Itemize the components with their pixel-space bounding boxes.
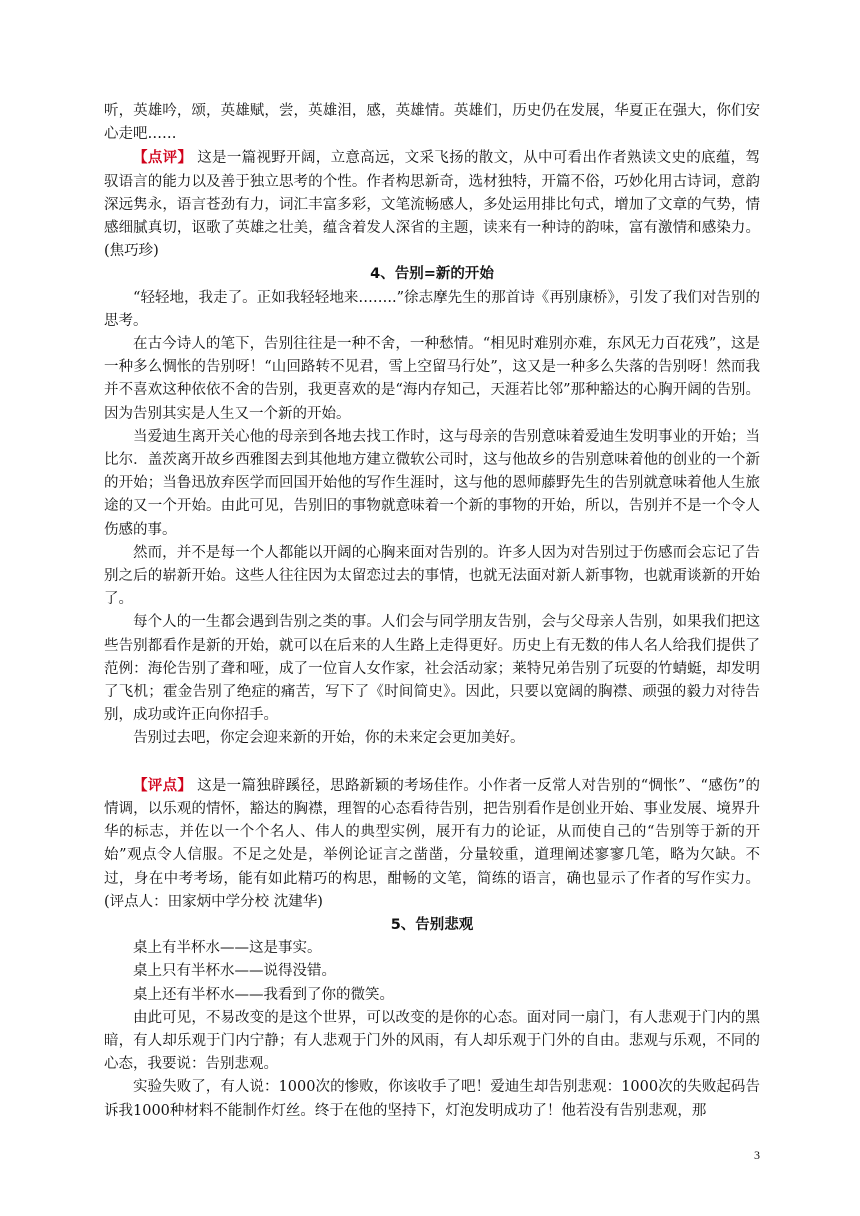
essay5-paragraph: 桌上还有半杯水——我看到了你的微笑。 <box>133 986 394 1003</box>
comment-paragraph-1 <box>104 146 760 263</box>
comment-tag: 【评点】 <box>133 776 193 794</box>
essay-title-5: 5、告别悲观 <box>390 916 474 933</box>
essay4-paragraph: 然而，并不是每一个人都能以开阔的心胸来面对告别的。许多人因为对告别过于伤感而会忘记了告别之后的崭新开始。这些人往往因为太留恋过去的事情，也就无法面对新人新事物，也就甭谈新的开始了。 <box>104 544 760 608</box>
essay4-paragraph: 当爱迪生离开关心他的母亲到各地去找工作时，这与母亲的告别意味着爱迪生发明事业的开始；当比尔．盖茨离开故乡西雅图去到其他地方建立微软公司时，这与他故乡的告别意味着他的创业的一个新的开始；当鲁迅放弃医学而回国开始他的写作生涯时，这与他的恩师藤野先生的告别就意味着他人生旅途的又一个开始。由此可见，告别旧的事物就意味着一个新的事物的开始，所以，告别并不是一个令人伤感的事。 <box>104 428 760 538</box>
page-content <box>104 100 760 1123</box>
page-number: 3 <box>754 1148 760 1162</box>
comment-text: 这是一篇视野开阔，立意高远，文采飞扬的散文，从中可看出作者熟读文史的底蕴，驾驭语言的能力以及善于独立思考的个性。作者构思新奇，选材独特，开篇不俗，巧妙化用古诗词，意韵深远隽永，语言苍劲有力，词汇丰富多彩，文笔流畅感人，多处运用排比句式，增加了文章的气势，情感细腻真切，讴歌了英雄之壮美，蕴含着发人深省的主题，读来有一种诗的韵味，富有激情和感染力。 (焦巧珍) <box>104 150 761 260</box>
essay4-paragraph: “轻轻地，我走了。正如我轻轻地来……..”徐志摩先生的那首诗《再别康桥》，引发了我们对告别的思考。 <box>104 289 760 329</box>
essay4-paragraph: 在古今诗人的笔下，告别往往是一种不舍，一种愁情。“相见时难别亦难，东风无力百花残”，这是一种多么惆怅的告别呀！“山回路转不见君，雪上空留马行处”，这又是一种多么失落的告别呀！然而我并不喜欢这种依依不舍的告别，我更喜欢的是“海内存知己，天涯若比邻”那种豁达的心胸开阔的告别。因为告别其实是人生又一个新的开始。 <box>104 336 760 422</box>
top-paragraph: 听，英雄吟，颂，英雄赋，尝，英雄泪，感，英雄情。英雄们，历史仍在发展，华夏正在强大，你们安心走吧…… <box>104 103 760 143</box>
essay4-paragraph: 每个人的一生都会遇到告别之类的事。人们会与同学朋友告别，会与父母亲人告别，如果我们把这些告别都看作是新的开始，就可以在后来的人生路上走得更好。历史上有无数的伟人名人给我们提供了范例：海伦告别了聋和哑，成了一位盲人女作家，社会活动家；莱特兄弟告别了玩耍的竹蜻蜓，却发明了飞机；霍金告别了绝症的痛苦，写下了《时间简史》。因此，只要以宽阔的胸襟、顽强的毅力对待告别，成功或许正向你招手。 <box>104 614 760 724</box>
essay5-paragraph: 桌上有半杯水——这是事实。 <box>133 940 322 957</box>
comment-paragraph-2 <box>104 774 760 914</box>
essay5-paragraph: 桌上只有半杯水——说得没错。 <box>133 963 336 980</box>
essay4-paragraph: 告别过去吧，你定会迎来新的开始，你的未来定会更加美好。 <box>133 730 525 747</box>
comment-tag: 【点评】 <box>133 149 193 167</box>
essay-title-4: 4、告别=新的开始 <box>370 266 494 283</box>
essay5-paragraph: 实验失败了，有人说：1000次的惨败，你该收手了吧！爱迪生却告别悲观：1000次的失败起码告诉我1000种材料不能制作灯丝。终于在他的坚持下，灯泡发明成功了！他若没有告别悲观，那 <box>104 1079 760 1119</box>
blank-line <box>104 751 760 774</box>
essay5-paragraph: 由此可见，不易改变的是这个世界，可以改变的是你的心态。面对同一扇门，有人悲观于门内的黑暗，有人却乐观于门内宁静；有人悲观于门外的风雨，有人却乐观于门外的自由。悲观与乐观，不同的心态，我要说：告别悲观。 <box>104 1009 760 1073</box>
comment-text: 这是一篇独辟蹊径，思路新颖的考场佳作。小作者一反常人对告别的“惆怅”、“感伤”的情调，以乐观的情怀，豁达的胸襟，理智的心态看待告别，把告别看作是创业开始、事业发展、境界升华的标志，并佐以一个个名人、伟人的典型实例，展开有力的论证，从而使自己的“告别等于新的开始”观点令人信服。不足之处是，举例论证言之凿凿，分量较重，道理阐述寥寥几笔，略为欠缺。不过，身在中考考场，能有如此精巧的构思，酣畅的文笔，简练的语言，确也显示了作者的写作实力。(评点人：田家炳中学分校 沈建华) <box>104 777 761 910</box>
